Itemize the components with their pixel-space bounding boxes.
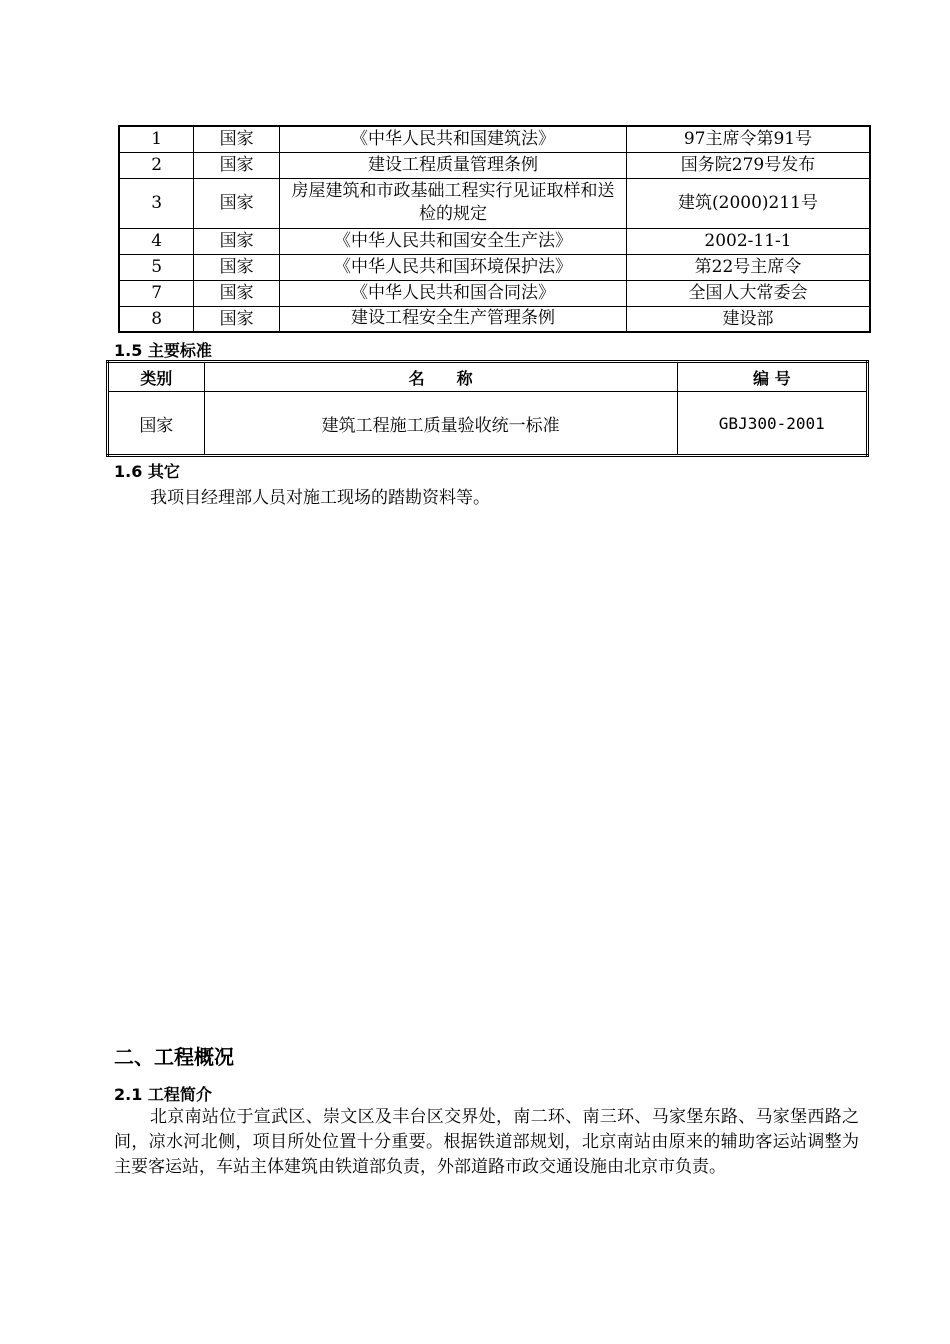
table-row [119, 152, 870, 178]
table-row [119, 178, 870, 228]
row-law-name: 《中华人民共和国安全生产法》 [280, 228, 627, 254]
row-document-code: 第22号主席令 [626, 254, 870, 280]
table-row [119, 228, 870, 254]
row-number: 5 [119, 254, 194, 280]
row-law-name: 房屋建筑和市政基础工程实行见证取样和送检的规定 [280, 178, 627, 228]
row-law-name: 建设工程安全生产管理条例 [280, 306, 627, 332]
row-level: 国家 [194, 280, 280, 306]
laws-table [118, 125, 871, 333]
table-row [108, 392, 868, 456]
header-category: 类别 [108, 362, 205, 392]
row-number: 1 [119, 126, 194, 152]
row-number: 8 [119, 306, 194, 332]
standards-table [106, 360, 869, 457]
table-header-row [108, 362, 868, 392]
table-row [119, 280, 870, 306]
row-standard-name: 建筑工程施工质量验收统一标准 [204, 392, 677, 456]
section-2-1-paragraph: 北京南站位于宣武区、崇文区及丰台区交界处，南二环、南三环、马家堡东路、马家堡西路之间，凉水河北侧，项目所处位置十分重要。根据铁道部规划，北京南站由原来的辅助客运站调整为主要客运站，车站主体建筑由铁道部负责，外部道路市政交通设施由北京市负责。 [114, 1107, 859, 1177]
row-document-code: 国务院279号发布 [626, 152, 870, 178]
row-law-name: 《中华人民共和国建筑法》 [280, 126, 627, 152]
row-document-code: 全国人大常委会 [626, 280, 870, 306]
header-name: 名 称 [204, 362, 677, 392]
section-heading-2-1: 2.1 工程简介 [114, 1085, 212, 1104]
chapter-heading: 二、工程概况 [114, 1045, 234, 1069]
row-number: 7 [119, 280, 194, 306]
row-level: 国家 [194, 152, 280, 178]
row-document-code: 97主席令第91号 [626, 126, 870, 152]
row-category: 国家 [108, 392, 205, 456]
row-level: 国家 [194, 306, 280, 332]
row-law-name: 《中华人民共和国合同法》 [280, 280, 627, 306]
row-level: 国家 [194, 126, 280, 152]
row-level: 国家 [194, 228, 280, 254]
table-row [119, 306, 870, 332]
row-law-name: 建设工程质量管理条例 [280, 152, 627, 178]
table-row [119, 126, 870, 152]
row-document-code: 建设部 [626, 306, 870, 332]
section-heading-1-6: 1.6 其它 [114, 462, 180, 481]
row-document-code: 2002-11-1 [626, 228, 870, 254]
row-standard-code: GBJ300-2001 [677, 392, 867, 456]
row-law-name: 《中华人民共和国环境保护法》 [280, 254, 627, 280]
row-level: 国家 [194, 254, 280, 280]
row-number: 4 [119, 228, 194, 254]
row-level: 国家 [194, 178, 280, 228]
row-number: 2 [119, 152, 194, 178]
section-heading-1-5: 1.5 主要标准 [114, 341, 212, 360]
table-row [119, 254, 870, 280]
row-document-code: 建筑(2000)211号 [626, 178, 870, 228]
header-code: 编 号 [677, 362, 867, 392]
section-1-6-paragraph: 我项目经理部人员对施工现场的踏勘资料等。 [150, 488, 490, 508]
row-number: 3 [119, 178, 194, 228]
